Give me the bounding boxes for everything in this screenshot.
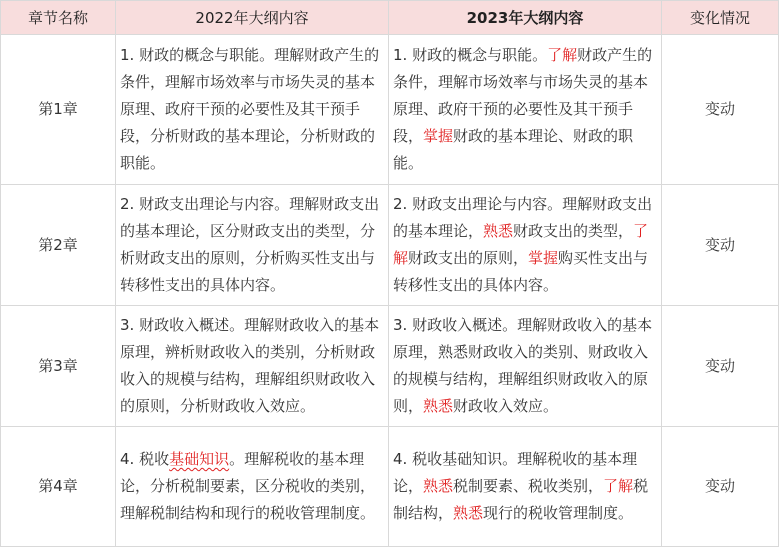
text-segment: 3. 财政收入概述。理解财政收入的基本原理，辨析财政收入的类别，分析财政收入的规模与结构，理解组织财政收入的原则，分析财政收入效应。 [120,316,380,415]
highlighted-term: 掌握 [423,127,454,145]
header-2023-outline: 2023年大纲内容 [389,1,662,35]
text-segment: 2. 财政支出理论与内容。理解财政支出的基本理论， [393,195,653,240]
highlighted-term: 熟悉 [423,397,454,415]
header-2022-outline: 2022年大纲内容 [116,1,389,35]
change-status-cell: 变动 [662,35,779,185]
content-2022-cell [116,427,389,547]
chapter-cell: 第4章 [1,427,116,547]
chapter-cell: 第3章 [1,306,116,427]
highlighted-term: 了解 [393,222,649,267]
table-row [1,185,779,306]
text-segment: 财政支出的原则， [408,249,529,267]
table-row [1,306,779,427]
text-segment: 财政支出的类型， [513,222,634,240]
change-status-cell: 变动 [662,427,779,547]
table-row [1,35,779,185]
text-segment: 税制结构， [393,477,649,522]
text-segment: 1. 财政的概念与职能。理解财政产生的条件，理解市场效率与市场失灵的基本原理、政府干预的必要性及其干预手段，分析财政的基本理论，分析财政的职能。 [120,46,380,172]
text-segment: 1. 财政的概念与职能。 [393,46,548,64]
highlighted-term: 熟悉 [483,222,514,240]
text-segment: 。理解税收的基本理论，分析税制要素，区分税收的类别，理解税制结构和现行的税收管理制度。 [120,450,376,522]
text-segment: 现行的税收管理制度。 [483,504,634,522]
highlighted-term: 了解 [547,46,578,64]
text-segment: 税制要素、税收类别， [453,477,604,495]
text-segment: 2. 财政支出理论与内容。理解财政支出的基本理论，区分财政支出的类型，分析财政支出的原则，分析购买性支出与转移性支出的具体内容。 [120,195,380,294]
content-2022-cell [116,35,389,185]
highlighted-term: 掌握 [528,249,559,267]
text-segment: 4. 税收基础知识。理解税收的基本理论， [393,450,638,495]
highlighted-term: 熟悉 [423,477,454,495]
highlighted-term: 了解 [603,477,634,495]
content-2022-cell [116,185,389,306]
content-2022-cell [116,306,389,427]
chapter-cell: 第1章 [1,35,116,185]
table-header-row [1,1,779,35]
content-2023-cell [389,306,662,427]
highlighted-term: 基础知识 [169,450,230,468]
header-change-status: 变化情况 [662,1,779,35]
highlighted-term: 熟悉 [453,504,484,522]
text-segment: 4. 税收 [120,450,170,468]
text-segment: 购买性支出与转移性支出的具体内容。 [393,249,649,294]
change-status-cell: 变动 [662,185,779,306]
chapter-cell: 第2章 [1,185,116,306]
text-segment: 财政的基本理论、财政的职能。 [393,127,634,172]
header-chapter-name: 章节名称 [1,1,116,35]
content-2023-cell [389,185,662,306]
change-status-cell: 变动 [662,306,779,427]
content-2023-cell [389,35,662,185]
text-segment: 财政收入效应。 [453,397,559,415]
content-2023-cell [389,427,662,547]
text-segment: 3. 财政收入概述。理解财政收入的基本原理，熟悉财政收入的类别、财政收入的规模与结构，理解组织财政收入的原则， [393,316,653,415]
table-row [1,427,779,547]
text-segment: 财政产生的条件，理解市场效率与市场失灵的基本原理、政府干预的必要性及其干预手段， [393,46,653,145]
